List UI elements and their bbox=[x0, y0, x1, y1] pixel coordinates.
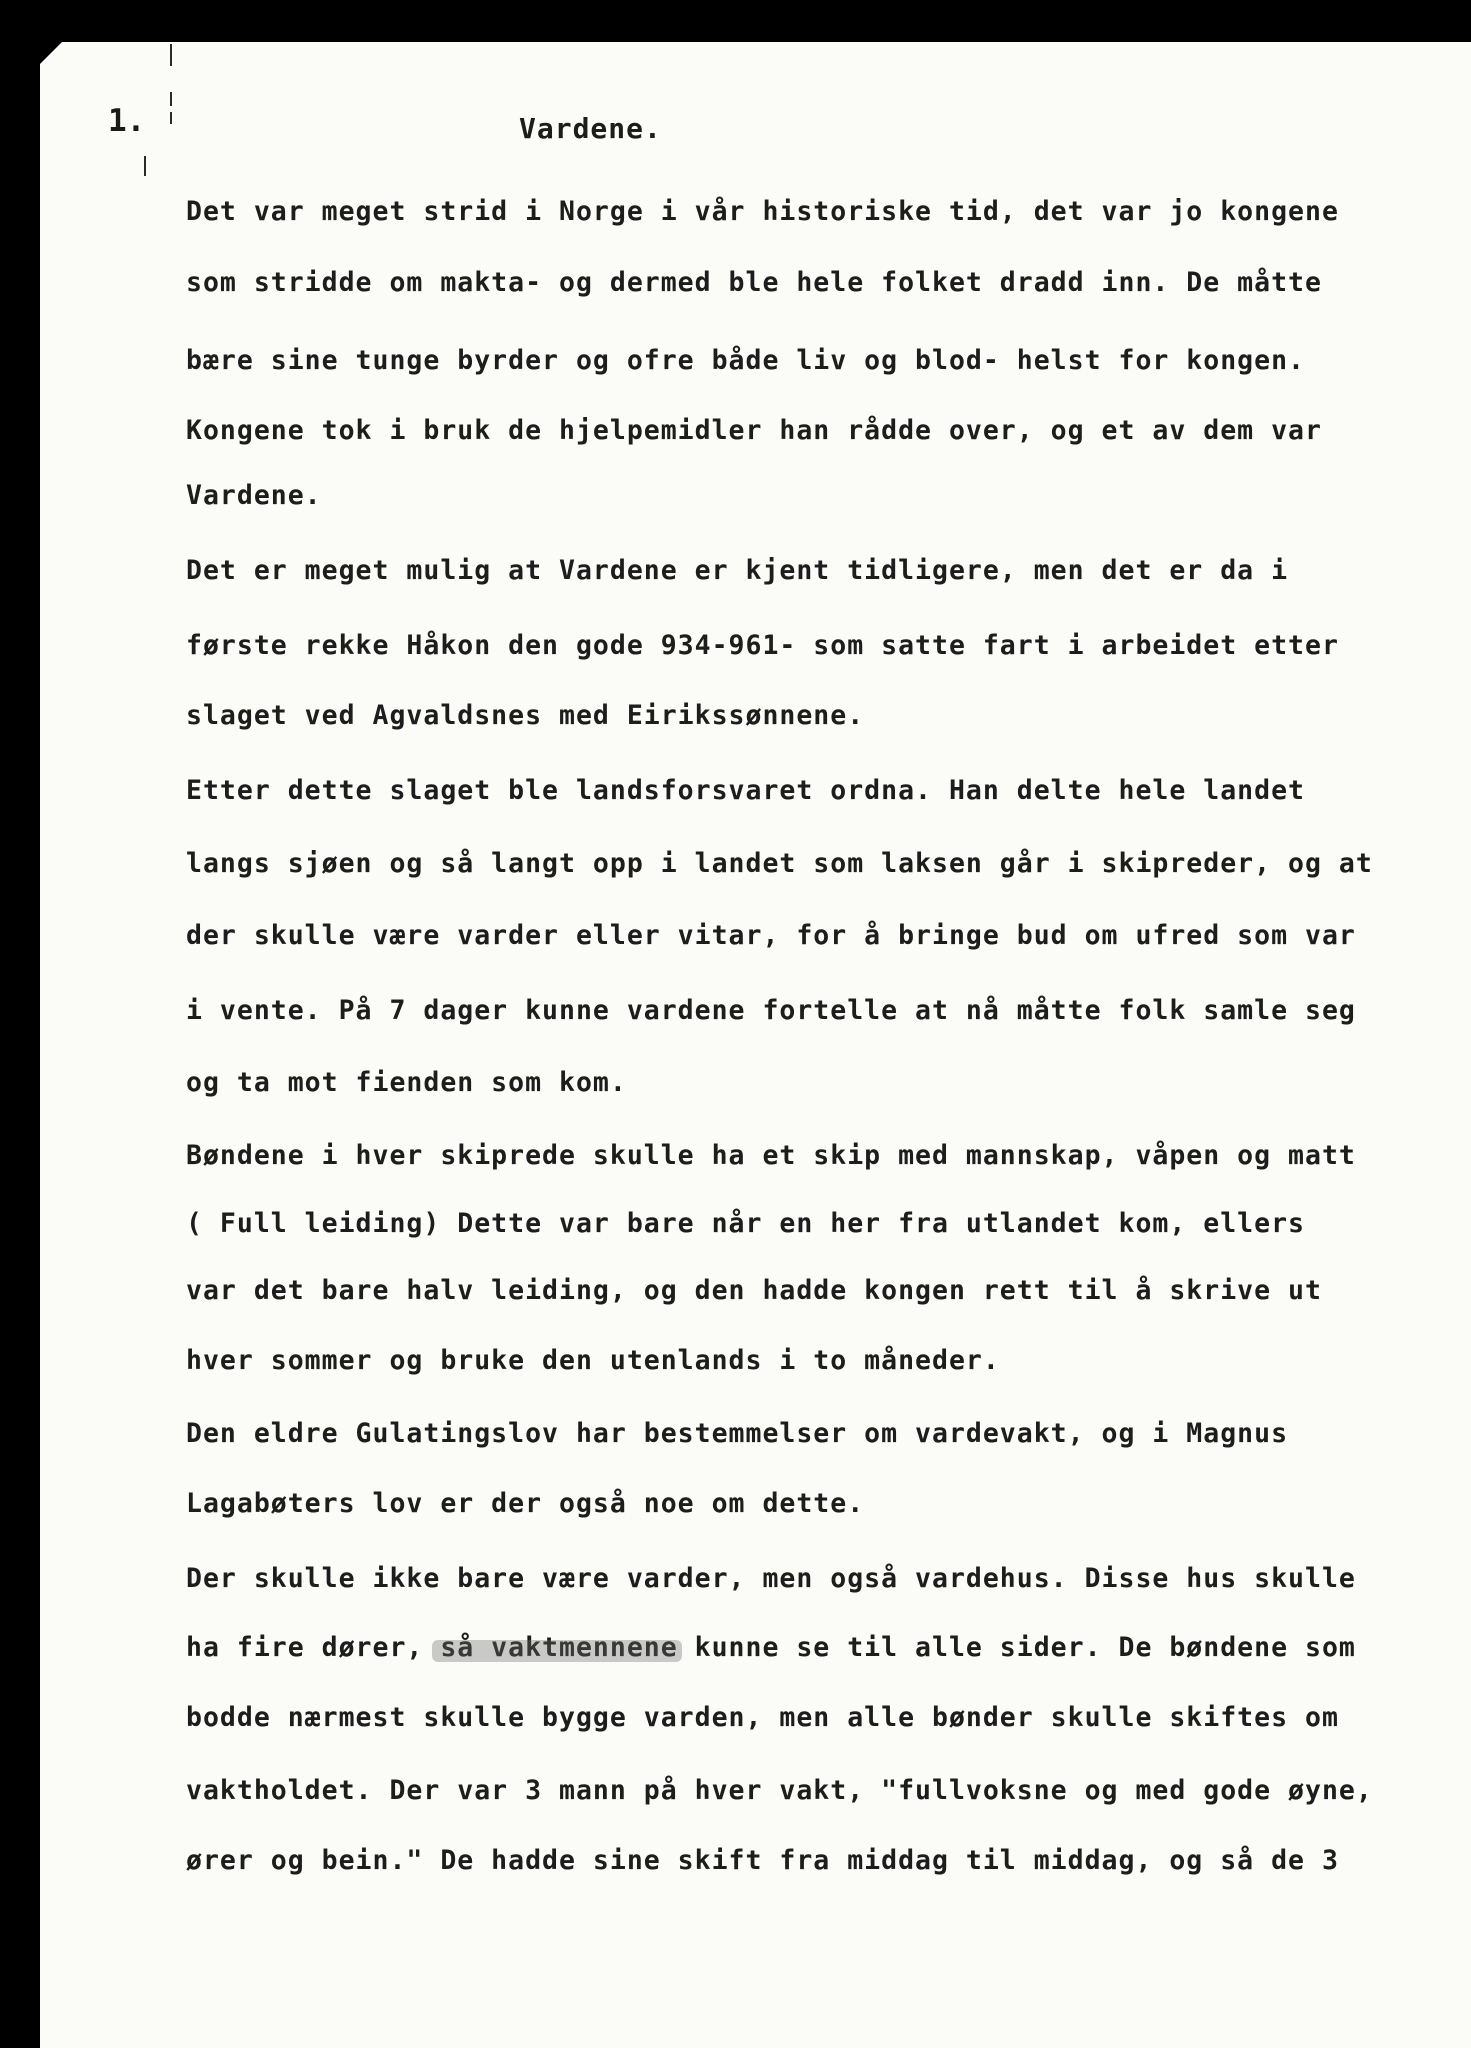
text-line: Det var meget strid i Norge i vår historiske tid, det var jo kongene bbox=[186, 196, 1339, 227]
text-line: ører og bein." De hadde sine skift fra middag til middag, og så de 3 bbox=[186, 1845, 1339, 1876]
text-line: Der skulle ikke bare være varder, men også vardehus. Disse hus skulle bbox=[186, 1563, 1356, 1594]
text-line: i vente. På 7 dager kunne vardene fortelle at nå måtte folk samle seg bbox=[186, 995, 1356, 1026]
text-line: som stridde om makta- og dermed ble hele folket dradd inn. De måtte bbox=[186, 267, 1322, 298]
document-page bbox=[40, 42, 1471, 2048]
margin-marks bbox=[170, 40, 174, 150]
page-corner bbox=[40, 42, 62, 64]
text-line: vaktholdet. Der var 3 mann på hver vakt, "fullvoksne og med gode øyne, bbox=[186, 1775, 1373, 1806]
text-line: Vardene. bbox=[186, 480, 322, 511]
text-line: ( Full leiding) Dette var bare når en her fra utlandet kom, ellers bbox=[186, 1208, 1305, 1239]
text-line: og ta mot fienden som kom. bbox=[186, 1067, 627, 1098]
text-line: Lagabøters lov er der også noe om dette. bbox=[186, 1488, 865, 1519]
text-line: første rekke Håkon den gode 934-961- som satte fart i arbeidet etter bbox=[186, 630, 1339, 661]
text-line: bodde nærmest skulle bygge varden, men alle bønder skulle skiftes om bbox=[186, 1702, 1339, 1733]
text-line: langs sjøen og så langt opp i landet som laksen går i skipreder, og at bbox=[186, 848, 1373, 879]
text-line: Kongene tok i bruk de hjelpemidler han rådde over, og et av dem var bbox=[186, 415, 1322, 446]
text-line: hver sommer og bruke den utenlands i to måneder. bbox=[186, 1345, 1000, 1376]
text-line: Det er meget mulig at Vardene er kjent tidligere, men det er da i bbox=[186, 555, 1289, 586]
text-line: Bøndene i hver skiprede skulle ha et skip med mannskap, våpen og matt bbox=[186, 1140, 1356, 1171]
ink-smudge bbox=[432, 1640, 682, 1662]
text-line: der skulle være varder eller vitar, for å bringe bud om ufred som var bbox=[186, 920, 1356, 951]
document-title: Vardene. bbox=[519, 112, 662, 145]
text-line: Etter dette slaget ble landsforsvaret ordna. Han delte hele landet bbox=[186, 775, 1305, 806]
text-line: slaget ved Agvaldsnes med Eirikssønnene. bbox=[186, 700, 865, 731]
text-line: bære sine tunge byrder og ofre både liv og blod- helst for kongen. bbox=[186, 345, 1305, 376]
page-number: 1. bbox=[108, 103, 146, 139]
text-line: ha fire dører, så vaktmennene kunne se til alle sider. De bøndene som bbox=[186, 1632, 1356, 1663]
text-line: Den eldre Gulatingslov har bestemmelser om vardevakt, og i Magnus bbox=[186, 1418, 1289, 1449]
text-line: var det bare halv leiding, og den hadde kongen rett til å skrive ut bbox=[186, 1275, 1322, 1306]
